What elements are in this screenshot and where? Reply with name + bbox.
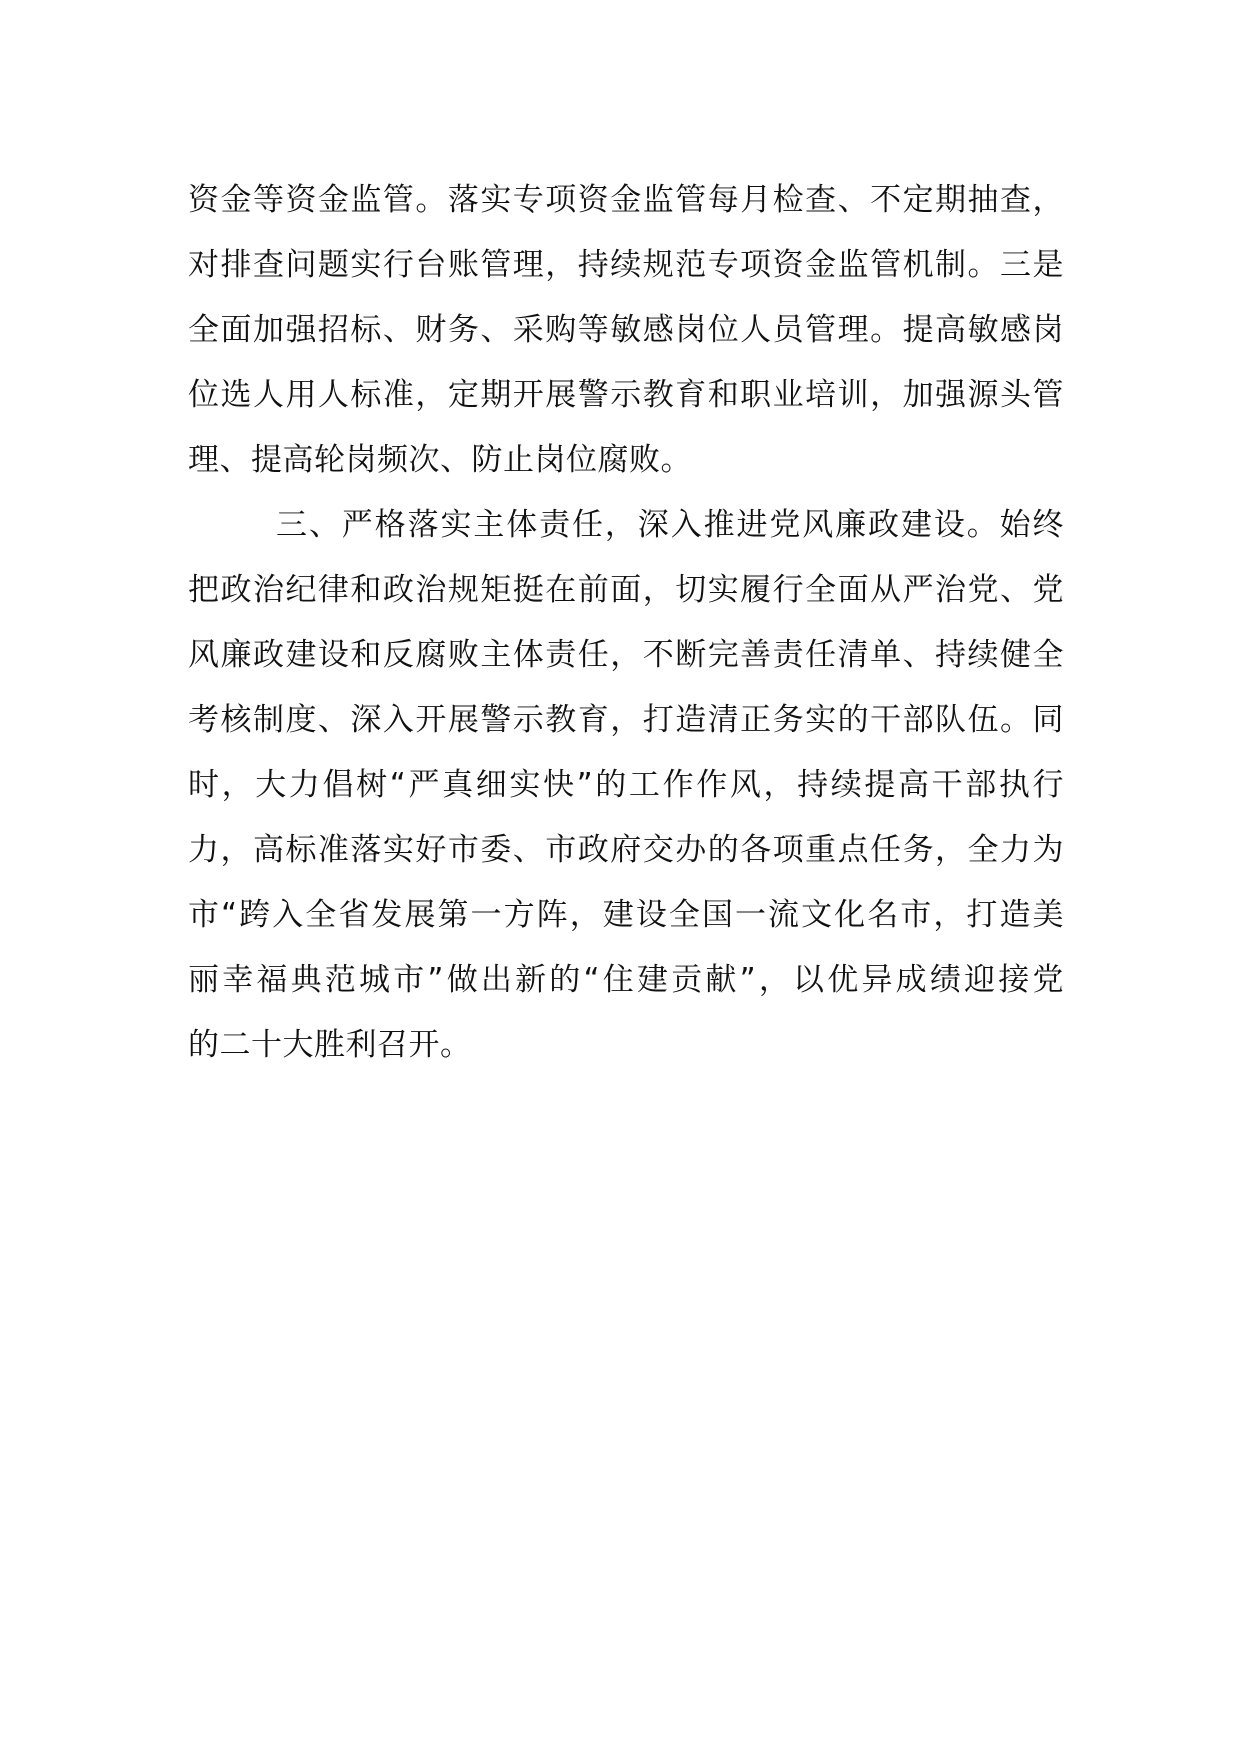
paragraph-line: 丽幸福典范城市”做出新的“住建贡献”，以优异成绩迎接党 bbox=[188, 962, 1064, 998]
paragraph-line: 的二十大胜利召开。 bbox=[188, 1027, 472, 1063]
paragraph-line: 对排查问题实行台账管理，持续规范专项资金监管机制。三是 bbox=[188, 247, 1064, 283]
paragraph-line: 把政治纪律和政治规矩挺在前面，切实履行全面从严治党、党 bbox=[188, 572, 1064, 608]
paragraph-line: 时，大力倡树“严真细实快”的工作作风，持续提高干部执行 bbox=[188, 767, 1064, 803]
paragraph-line: 全面加强招标、财务、采购等敏感岗位人员管理。提高敏感岗 bbox=[188, 312, 1064, 348]
paragraph-line: 力，高标准落实好市委、市政府交办的各项重点任务，全力为 bbox=[188, 832, 1064, 868]
paragraph-line: 三、严格落实主体责任，深入推进党风廉政建设。始终 bbox=[276, 507, 1064, 543]
paragraph-line: 市“跨入全省发展第一方阵，建设全国一流文化名市，打造美 bbox=[188, 897, 1064, 933]
document-body bbox=[188, 168, 1064, 1078]
paragraph-line: 风廉政建设和反腐败主体责任，不断完善责任清单、持续健全 bbox=[188, 637, 1064, 673]
paragraph-line: 理、提高轮岗频次、防止岗位腐败。 bbox=[188, 442, 692, 478]
paragraph-2 bbox=[188, 493, 1064, 1078]
paragraph-line: 资金等资金监管。落实专项资金监管每月检查、不定期抽查， bbox=[188, 182, 1064, 218]
paragraph-line: 考核制度、深入开展警示教育，打造清正务实的干部队伍。同 bbox=[188, 702, 1064, 738]
paragraph-line: 位选人用人标准，定期开展警示教育和职业培训，加强源头管 bbox=[188, 377, 1064, 413]
paragraph-1 bbox=[188, 168, 1064, 493]
